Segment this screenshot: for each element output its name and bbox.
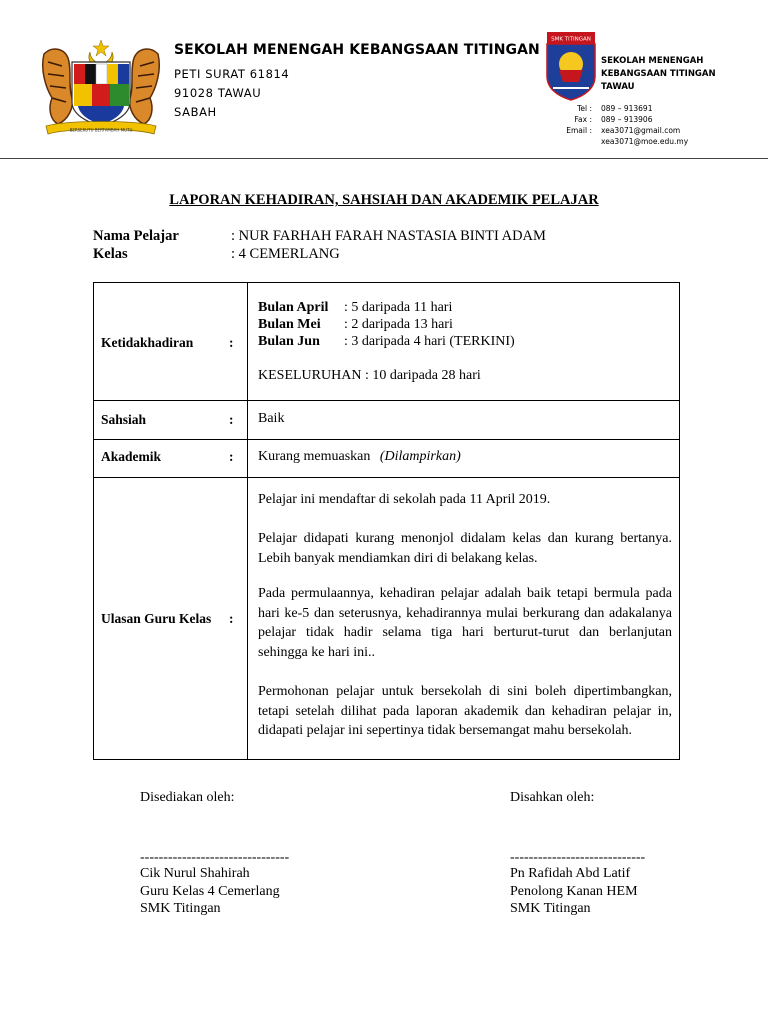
address-line-1: PETI SURAT 61814 bbox=[174, 67, 290, 81]
academic-value: Kurang memuaskan bbox=[258, 449, 371, 464]
approved-org: SMK Titingan bbox=[510, 901, 591, 916]
student-name-value: : NUR FARHAH FARAH NASTASIA BINTI ADAM bbox=[231, 228, 546, 244]
prepared-position: Guru Kelas 4 Cemerlang bbox=[140, 884, 280, 899]
table-column-divider bbox=[247, 283, 248, 759]
table-row-divider bbox=[94, 400, 679, 401]
approved-by-label: Disahkan oleh: bbox=[510, 790, 595, 805]
contact-fax-value: 089 – 913906 bbox=[601, 115, 653, 124]
crest-motto-text: BERSEKUTU BERTAMBAH MUTU bbox=[69, 127, 133, 133]
attendance-april-month: Bulan April bbox=[258, 300, 329, 315]
attendance-total: KESELURUHAN : 10 daripada 28 hari bbox=[258, 368, 481, 383]
prepared-by-label: Disediakan oleh: bbox=[140, 790, 235, 805]
conduct-value: Baik bbox=[258, 411, 285, 426]
conduct-label: Sahsiah bbox=[101, 412, 147, 427]
approved-position: Penolong Kanan HEM bbox=[510, 884, 638, 899]
school-name-right-line-1: SEKOLAH MENENGAH bbox=[601, 56, 704, 66]
prepared-signature-line: -------------------------------- bbox=[140, 850, 290, 865]
student-class-label: Kelas bbox=[93, 246, 128, 262]
attendance-may-row bbox=[258, 317, 453, 333]
contact-tel-label: Tel : bbox=[577, 104, 592, 113]
academic-cell bbox=[258, 449, 461, 465]
approved-name: Pn Rafidah Abd Latif bbox=[510, 866, 631, 881]
logo-text: SMK TITINGAN bbox=[551, 36, 591, 43]
remarks-label: Ulasan Guru Kelas bbox=[101, 611, 212, 626]
prepared-name: Cik Nurul Shahirah bbox=[140, 866, 250, 881]
attendance-may-month: Bulan Mei bbox=[258, 317, 321, 332]
report-title: LAPORAN KEHADIRAN, SAHSIAH DAN AKADEMIK PELAJAR bbox=[169, 192, 599, 208]
prepared-org: SMK Titingan bbox=[140, 901, 221, 916]
attendance-june-month: Bulan Jun bbox=[258, 334, 320, 349]
student-class-value: : 4 CEMERLANG bbox=[231, 246, 340, 262]
report-table bbox=[93, 282, 680, 760]
smk-titingan-logo bbox=[545, 30, 597, 102]
contact-fax-label: Fax : bbox=[574, 115, 592, 124]
contact-email-label: Email : bbox=[566, 126, 592, 135]
attendance-april-row bbox=[258, 300, 452, 316]
contact-tel-value: 089 – 913691 bbox=[601, 104, 653, 113]
header-divider bbox=[0, 158, 768, 159]
approved-signature-line: ----------------------------- bbox=[510, 850, 646, 865]
address-line-3: SABAH bbox=[174, 105, 217, 119]
attendance-label: Ketidakhadiran bbox=[101, 335, 194, 350]
attendance-june-value: : 3 daripada 4 hari (TERKINI) bbox=[344, 334, 515, 349]
academic-note: (Dilampirkan) bbox=[379, 449, 461, 464]
student-name-label: Nama Pelajar bbox=[93, 228, 179, 244]
malaysia-coat-of-arms-logo bbox=[38, 40, 164, 136]
contact-email-value: xea3071@gmail.com bbox=[601, 126, 681, 135]
attendance-june-row bbox=[258, 334, 515, 350]
remarks-paragraph-3: Pada permulaannya, kehadiran pelajar adalah baik tetapi bermula pada hari ke-5 dan seterusnya, kehadirannya mulai berkurang dan adakalanya pelajar tidak hadir selama tiga hari berturut-turut dan berlanjutan sehingga ke hari ini.. bbox=[258, 586, 672, 660]
academic-colon: : bbox=[229, 449, 234, 464]
school-name: SEKOLAH MENENGAH KEBANGSAAN TITINGAN bbox=[174, 42, 540, 58]
remarks-colon: : bbox=[229, 611, 234, 626]
attendance-colon: : bbox=[229, 335, 234, 350]
attendance-april-value: : 5 daripada 11 hari bbox=[344, 300, 453, 315]
table-row-divider bbox=[94, 477, 679, 478]
remarks-paragraph-2: Pelajar didapati kurang menonjol didalam kelas dan kurang bertanya. Lebih banyak mendiamkan diri di belakang kelas. bbox=[258, 531, 672, 566]
table-row-divider bbox=[94, 439, 679, 440]
address-line-2: 91028 TAWAU bbox=[174, 86, 262, 100]
school-name-right-line-2: KEBANGSAAN TITINGAN bbox=[601, 69, 716, 79]
academic-label: Akademik bbox=[101, 449, 162, 464]
remarks-paragraph-1: Pelajar ini mendaftar di sekolah pada 11 April 2019. bbox=[258, 492, 551, 507]
conduct-colon: : bbox=[229, 412, 234, 427]
attendance-may-value: : 2 daripada 13 hari bbox=[344, 317, 453, 332]
remarks-paragraph-4: Permohonan pelajar untuk bersekolah di sini boleh dipertimbangkan, tetapi setelah dilihat pada laporan akademik dan kehadiran pelajar in, didapati pelajar ini sepertinya tidak bersemangat mahu bersekolah. bbox=[258, 684, 672, 738]
school-name-right-line-3: TAWAU bbox=[601, 82, 635, 92]
contact-email-value-2: xea3071@moe.edu.my bbox=[601, 137, 689, 146]
